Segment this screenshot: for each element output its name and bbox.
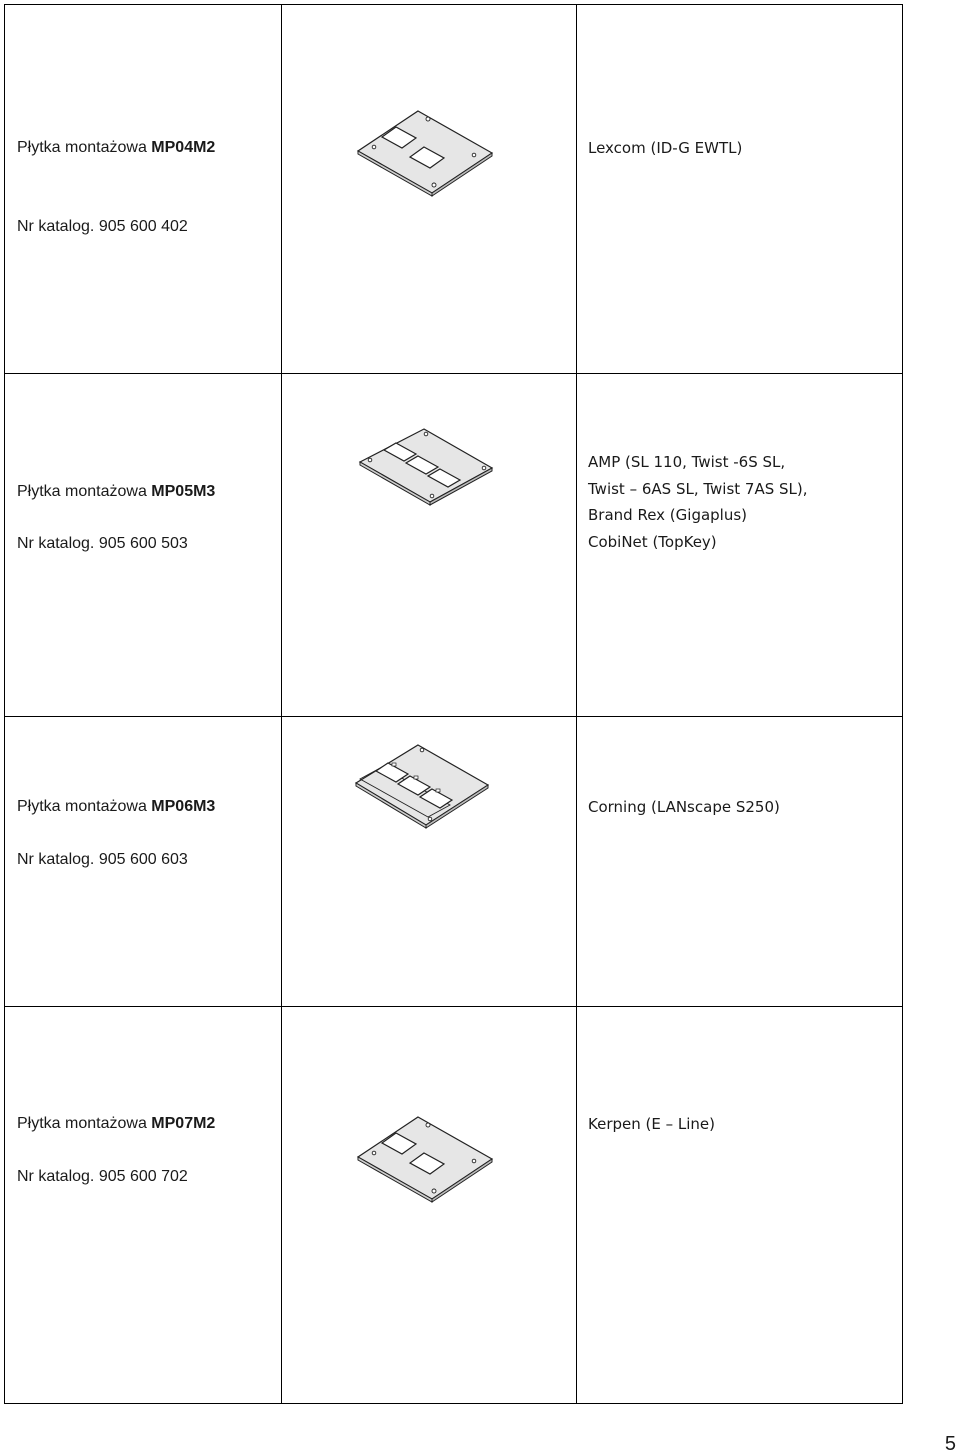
- supplier-list: [588, 449, 898, 555]
- product-image-cell: [282, 717, 577, 1007]
- supplier-line: AMP (SL 110, Twist -6S SL,: [588, 453, 786, 471]
- product-name-cell: [5, 374, 282, 717]
- product-title: [17, 797, 277, 817]
- supplier-line: Brand Rex (Gigaplus): [588, 506, 748, 524]
- page-number: 5: [944, 1433, 956, 1455]
- product-model: MP04M2: [151, 139, 216, 156]
- table-row: [5, 717, 903, 1007]
- supplier-list: [588, 794, 898, 821]
- product-table: [4, 4, 903, 1404]
- supplier-list: [588, 135, 898, 162]
- catalog-number: Nr katalog. 905 600 503: [17, 535, 188, 552]
- product-name-cell: [5, 1007, 282, 1404]
- catalog-number: Nr katalog. 905 600 702: [17, 1168, 188, 1185]
- supplier-line: Twist – 6AS SL, Twist 7AS SL),: [588, 479, 808, 498]
- table-row: [5, 5, 903, 374]
- table-row: [5, 1007, 903, 1404]
- product-name-prefix: Płytka montażowa: [17, 483, 147, 500]
- product-image-cell: [282, 1007, 577, 1404]
- supplier-line: Corning (LANscape S250): [588, 798, 780, 816]
- product-name-prefix: Płytka montażowa: [17, 1115, 147, 1132]
- mounting-plate-3-openings-tabs-icon: [352, 741, 492, 829]
- product-model: MP07M2: [151, 1115, 216, 1132]
- catalog-number: Nr katalog. 905 600 402: [17, 218, 188, 235]
- supplier-cell: [577, 717, 903, 1007]
- supplier-line: CobiNet (TopKey): [588, 532, 717, 551]
- mounting-plate-3-openings-icon: [356, 426, 496, 506]
- supplier-list: [588, 1111, 898, 1138]
- product-name-prefix: Płytka montażowa: [17, 798, 147, 815]
- product-model: MP06M3: [151, 798, 216, 815]
- product-title: [17, 1114, 277, 1134]
- product-title: [17, 138, 277, 158]
- product-name-cell: [5, 717, 282, 1007]
- product-name-prefix: Płytka montażowa: [17, 139, 147, 156]
- mounting-plate-2-openings-icon: [354, 1111, 494, 1203]
- supplier-line: Kerpen (E – Line): [588, 1115, 715, 1133]
- product-name-cell: [5, 5, 282, 374]
- supplier-cell: [577, 374, 903, 717]
- product-image-cell: [282, 5, 577, 374]
- supplier-cell: [577, 5, 903, 374]
- product-title: [17, 482, 277, 502]
- product-image-cell: [282, 374, 577, 717]
- supplier-line: Lexcom (ID-G EWTL): [588, 139, 743, 157]
- supplier-cell: [577, 1007, 903, 1404]
- product-model: MP05M3: [151, 483, 216, 500]
- catalog-number: Nr katalog. 905 600 603: [17, 851, 188, 868]
- mounting-plate-2-openings-icon: [354, 105, 494, 197]
- table-row: [5, 374, 903, 717]
